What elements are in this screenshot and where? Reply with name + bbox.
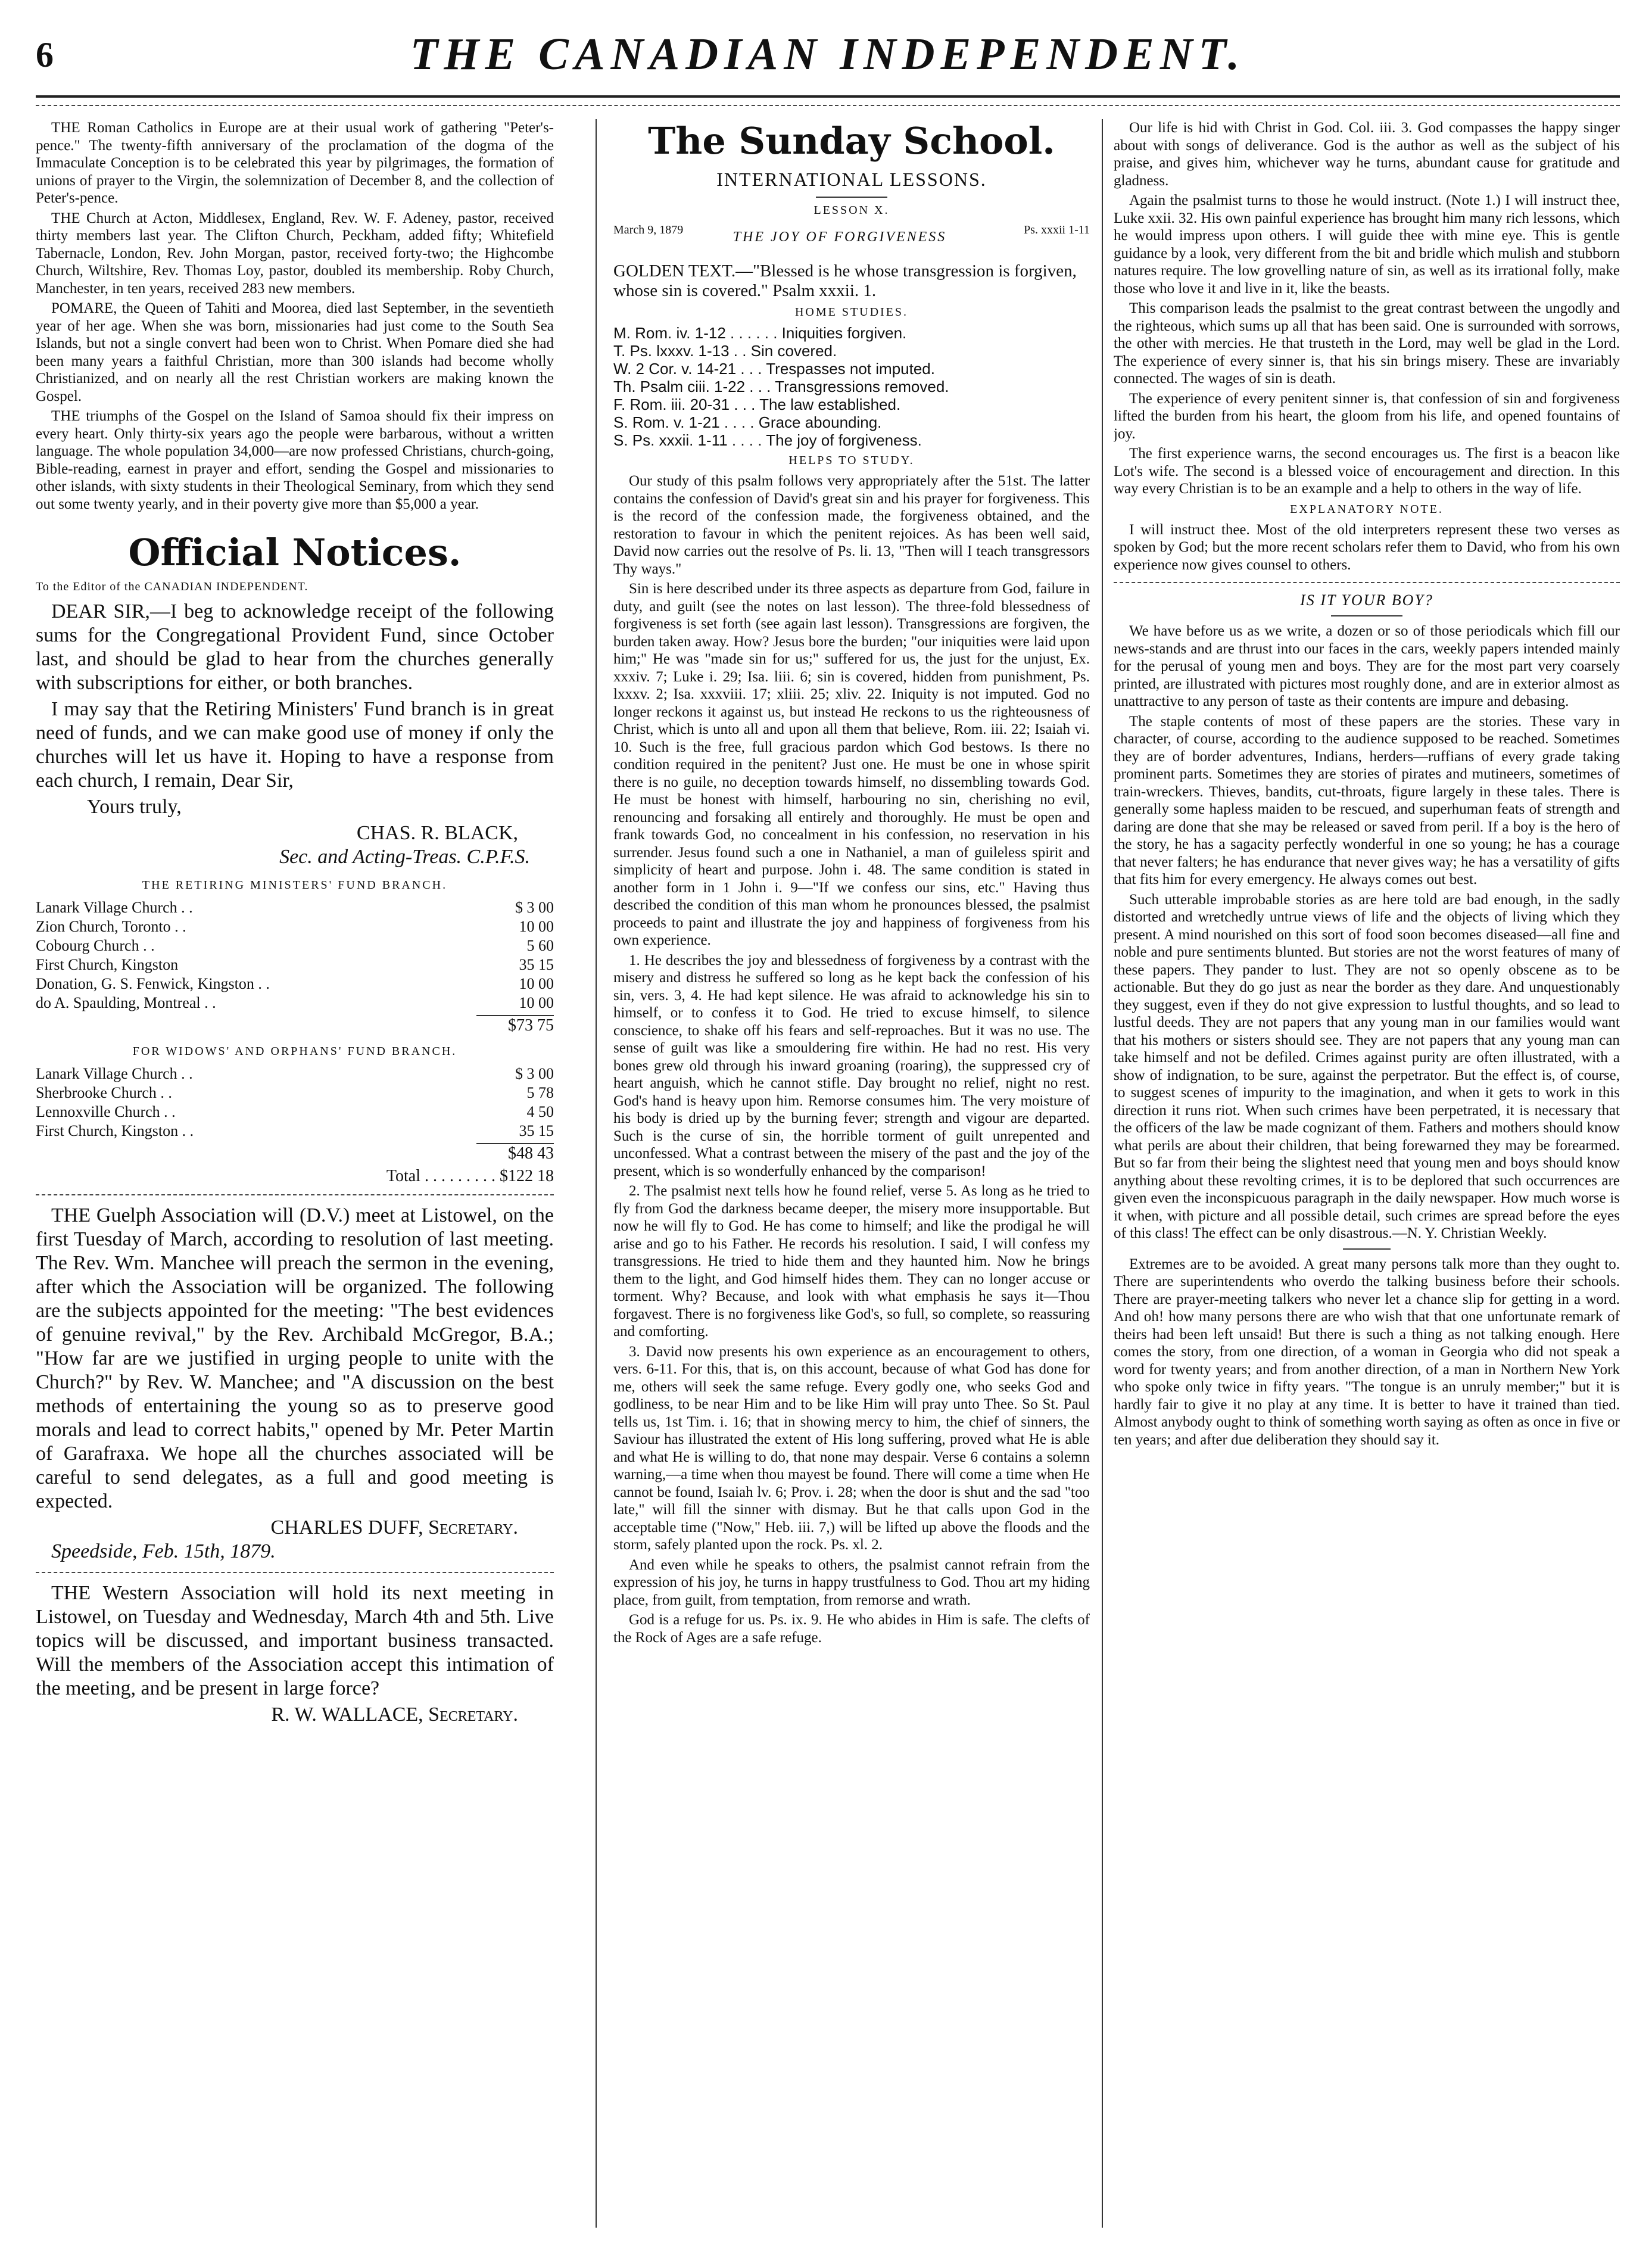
masthead: THE CANADIAN INDEPENDENT. — [410, 29, 1246, 79]
divider — [1114, 582, 1620, 583]
news-paragraph: POMARE, the Queen of Tahiti and Moorea, died last September, in the seventieth year of her age. When she was born, missionaries had just come to the South Sea Islands, but not a single convert had been won to Christ. When Pomare died she had been many years a faithful Christian, more than 300 islands had become wholly Christianized, and on nearly all the rest Christian workers are making known the Gospel. — [36, 300, 554, 404]
table-row — [36, 1083, 554, 1103]
list-item: Th. Psalm ciii. 1-22 . . . Transgressions removed. — [613, 378, 949, 395]
article-paragraph: The staple contents of most of these papers are the stories. These vary in character, of course, according to the audience supposed to be reached. Sometimes they are of border adventures, Indians, herders—ruffians of every grade taking prominent parts. Sometimes they are stories of pirates and mutineers, sometimes of train-wreckers. Thieves, bandits, cut-throats, figure largely in these tales. There is generally some hapless maiden to be rescued, and superhuman feats of strength and daring are done that she may be released or saved from peril. If a boy is the hero of the story, he has a sagacity perfectly wonderful in one so young; he has a courage that never falters; he has endurance that never gives way; he has a versatility of gifts that fits him for every emergency. He always comes out best. — [1114, 713, 1620, 887]
helps-paragraph: Sin is here described under its three aspects as departure from God, failure in duty, and guilt (see the notes on last lesson). The three-fold blessedness of forgiveness is set forth (see again last lesson). Transgressions are forgiven, the burden taken away. How? Jesus bore the burden; "our iniquities were laid upon him;" He was "made sin for us;" suffered for us, the just for the unjust, Ex. xxxiv. 7; Luke i. 29; Isa. liii. 6; sin is covered, hidden from punishment, Ps. lxxxv. 2; Isa. xxxviii. 17; xliii. 25; xliv. 22. Iniquity is not imputed. God no longer reckons it against us, but instead He reckons to us the righteousness of Christ, which is unto all and upon all them that believe, Rom. iii. 22; Isaiah vi. 10. Such is the free, full gracious pardon which God bestows. Is there no condition required in the penitent? Just one. He must be one in whose spirit there is no guile, no deception towards himself, no dissembling towards God. He must be honest with himself, harbouring no sin, cherishing no evil, renouncing and forsaking all entirely and thoroughly. He must be open and frank towards God, no concealment in his confession, no reservation in his surrender. Jesus found such a one in Nathaniel, a man of guileless spirit and simplicity of heart and purpose. John i. 48. The same condition is stated in another form in 1 John i. 9—"If we confess our sins, etc." Having thus described the condition of this man whom he pronounces blessed, the psalmist proceeds to paint and illustrate the joy and happiness of forgiveness from his own experience. — [613, 581, 1090, 948]
letter-closing: Yours truly, — [87, 796, 182, 818]
fund1-table — [36, 898, 554, 1013]
letter-signer: CHAS. R. BLACK, — [356, 822, 518, 844]
fund-amount: 10 00 — [519, 918, 554, 935]
page-number: 6 — [36, 35, 54, 74]
table-row — [36, 1064, 554, 1083]
fund1-subtotal: $73 75 — [476, 1015, 554, 1035]
header-rule-dashed — [36, 105, 1620, 106]
helps-paragraph: 3. David now presents his own experience as an encouragement to others, vers. 6-11. For this, that is, on this account, because of what God has done for me, others will seek the same refuge. Every godly one, who seeks God and godliness, to be near Him and to be like Him will pray unto Thee. So St. Paul tells us, 1st Tim. i. 16; that in showing mercy to him, the chief of sinners, the Saviour has illustrated the extent of His long suffering, proved what He is able and what He is willing to do, that none may despair. Verse 6 contains a solemn warning,—a time when thou mayest be found. There will come a time when He cannot be found, Isaiah lv. 6; Prov. i. 28; when the door is shut and the sad "too late," will fill the sinner with dismay. But he that calls upon God in the acceptable time ("Now," Heb. iii. 7,) will be lifted up above the floods and the storm, safely planted upon the rock. Ps. xl. 2. — [613, 1343, 1090, 1553]
guelph-notice — [36, 1204, 554, 1564]
article-paragraph: Extremes are to be avoided. A great many persons talk more than they ought to. There are superintendents who overdo the talking business before their schools. There are prayer-meeting talkers who never let a chance slip for getting in a word. And oh! how many persons there are who wish that that one unfortunate remark of theirs had been left unsaid! But there is such a thing as not talking enough. Here comes the story, from one direction, of a woman in Georgia who did not speak a word for twenty years; and from another direction, of a man in Northern New York who spoke only twice in fifty years. "The tongue is an unruly member;" but it is hardly fair to give it no play at any time. It is better to have it trained than tied. Almost anybody ought to think of something worth saying as often as once in five or ten years; and after due deliberation they should say it. — [1114, 1256, 1620, 1448]
helps-heading: HELPS TO STUDY. — [788, 454, 915, 467]
table-row — [36, 1122, 554, 1141]
short-rule — [1343, 1248, 1391, 1250]
page-header — [36, 24, 1620, 89]
list-item: T. Ps. lxxxv. 1-13 . . Sin covered. — [613, 342, 837, 360]
list-item: M. Rom. iv. 1-12 . . . . . . Iniquities forgiven. — [613, 324, 907, 342]
table-row — [36, 898, 554, 917]
western-signer: R. W. WALLACE, Secretary. — [271, 1703, 518, 1726]
golden-text: GOLDEN TEXT.—"Blessed is he whose transgression is forgiven, whose sin is covered." Psalm xxxii. 1. — [613, 261, 1077, 300]
fund-name: Lanark Village Church . . — [36, 899, 193, 916]
guelph-signer: CHARLES DUFF, Secretary. — [270, 1516, 518, 1539]
lesson-number: LESSON X. — [813, 204, 890, 217]
fund-name: Donation, G. S. Fenwick, Kingston . . — [36, 975, 270, 992]
western-paragraph: THE Western Association will hold its next meeting in Listowel, on Tuesday and Wednesday, March 4th and 5th. Live topics will be discussed, and important business transacted. Will the members of the Association accept this intimation of the meeting, and be present in large force? — [36, 1582, 554, 1699]
international-lessons: INTERNATIONAL LESSONS. — [716, 169, 987, 190]
article-paragraph: Such utterable improbable stories as are here told are bad enough, in the sadly distorted and wretchedly untrue views of life and the objects of living which they present. A mind nourished on this sort of food soon becomes diseased—all fine and noble and pure sentiments blunted. But stories are not the worst features of many of these papers. They pander to lust. They are not so openly obscene as to be actionable. But they do go just as near the border as they dare. And unquestionably they suggest, even if they do not give expression to lustful thoughts, and so lead to lustful deeds. They are not papers that any young man in our families would want that his mothers or sisters should see. They are not papers that any young man can take himself and not be defiled. Crimes against purity are often illustrated, with a show of indignation, to be sure, against the perpetrator. But the effect is, of course, to suggest scenes of impurity to the imagination, and when it gets to work in this direction it runs riot. When such crimes have been perpetrated, it is necessary that the officers of the law be made cognizant of them. Fathers and mothers should know what perils are about their children, that being forewarned they may be forearmed. But so far from their being the slightest need that young men and boys should know anything about these revolting crimes, it is to be deplored that such occurrences are given even the inconspicuous paragraph in the daily newspaper. How much worse is it when, with picture and all possible detail, such crimes are spread before the eyes of this class! The effect can be only disastrous.—N. Y. Christian Weekly. — [1114, 891, 1620, 1241]
helps-paragraph: 2. The psalmist next tells how he found relief, verse 5. As long as he tried to fly from God the darkness became deeper, the misery more insupportable. But now he will fly to God. He has come to himself; and like the prodigal he will arise and go to his Father. He records his resolution. I said, I will confess my transgressions. He tried to hide them and they haunted him. Now he brings them to the light, and God himself hides them. They can no longer accuse or torment. Why? Because, and look with what emphasis he says it—Thou forgavest. There is no forgiveness like God's, so full, so complete, so reassuring and comforting. — [613, 1183, 1090, 1340]
fund-amount: 35 15 — [519, 956, 554, 973]
home-studies-heading: HOME STUDIES. — [794, 306, 909, 319]
lesson-paragraph: The first experience warns, the second encourages us. The first is a beacon like Lot's wife. The second is a blessed voice of encouragement and direction. In this way every Christian is to be an example and a help to others in the way of life. — [1114, 446, 1620, 497]
list-item: S. Rom. v. 1-21 . . . . Grace abounding. — [613, 413, 882, 431]
fund-amount: 10 00 — [519, 994, 554, 1011]
addressee: To the Editor of the CANADIAN INDEPENDENT. — [36, 580, 308, 593]
table-row — [36, 917, 554, 936]
sunday-school-title: The Sunday School. — [648, 119, 1055, 163]
total-label: Total . . . . . . . . . — [386, 1167, 495, 1185]
list-item: F. Rom. iii. 20-31 . . . The law established. — [613, 395, 901, 413]
fund-name: First Church, Kingston . . — [36, 1122, 194, 1139]
fund-amount: $ 3 00 — [515, 1065, 554, 1082]
guelph-place: Speedside, Feb. 15th, 1879. — [51, 1540, 276, 1562]
fund-name: Sherbrooke Church . . — [36, 1084, 172, 1101]
list-item: S. Ps. xxxii. 1-11 . . . . The joy of forgiveness. — [613, 431, 922, 449]
helps-paragraph: 1. He describes the joy and blessedness of forgiveness by a contrast with the misery and distress he suffered so long as he kept back the confession of his sin, vers. 3, 4. He had kept silence. He was afraid to acknowledge his sin to himself, or to confess it to God. He tried to excuse himself, to silence conscience, to shake off his fears and self-reproaches. But it was no use. The sense of guilt was like a smouldering fire within. He had no rest. His very bones grew old through his inward groaning (roaring), the suppressed cry of heart anguish, which he cannot stifle. Day brought no relief, night no rest. God's hand is heavy upon him. Remorse consumes him. The very moisture of his body is dried up by the burning fever; strength and vigour are departed. Such is the curse of sin, the horrible torment of guilt unrepented and unconfessed. What a contrast between the misery of the past and the joy of the present, which is so wonderfully enhanced by the comparison! — [613, 952, 1090, 1179]
table-row — [36, 955, 554, 974]
article-paragraph: We have before us as we write, a dozen or so of those periodicals which fill our news-stands and are thrust into our faces in the cars, weekly papers intended mainly for the perusal of young men and boys. They are for the most part very coarsely printed, are illustrated with pictures most roughly done, and are in exterior almost as unattractive to any person of taste as their contents are impure and debasing. — [1114, 623, 1620, 709]
table-row — [36, 1103, 554, 1122]
letter-paragraph: I may say that the Retiring Ministers' Fund branch is in great need of funds, and we can make good use of money if only the churches will let us have it. Hoping to have a response from each church, I remain, Dear Sir, — [36, 698, 554, 792]
header-rule — [36, 95, 1620, 98]
news-paragraph: THE Church at Acton, Middlesex, England, Rev. W. F. Adeney, pastor, received thirty members last year. The Clifton Church, Peckham, added fifty; Whitefield Tabernacle, London, Rev. John Morgan, pastor, received forty-two; the Highcombe Church, Wiltshire, Rev. Thomas Loy, pastor, doubled its membership. Roby Church, Manchester, in ten years, received 283 new members. — [36, 210, 554, 297]
home-studies-list — [613, 324, 1090, 449]
table-row — [36, 936, 554, 955]
explanatory-note — [1114, 521, 1620, 574]
lesson-continued — [1114, 119, 1620, 498]
fund-amount: $ 3 00 — [515, 899, 554, 916]
letter-signer-title: Sec. and Acting-Treas. C.P.F.S. — [279, 846, 530, 868]
helps-paragraph: Our study of this psalm follows very appropriately after the 51st. The latter contains the confession of David's great sin and his prayer for forgiveness. This is the record of the confession made, the forgiveness obtained, and the restoration to favour in which the penitent rejoices. As has been well said, David now carries out the resolve of Ps. li. 13, "Then will I teach transgressors Thy ways." — [613, 473, 1090, 577]
lesson-paragraph: Again the psalmist turns to those he would instruct. (Note 1.) I will instruct thee, Luke xxii. 32. His own painful experience has brought him many rich lessons, which he would impress upon others. I will guide thee with mine eye. This is gentle guidance by a look, very different from the bit and bridle which mulish and stubborn natures require. The low grovelling nature of sin, as well as its irrational folly, make those who love it and live in it, like the beasts. — [1114, 192, 1620, 297]
fund-amount: 5 78 — [526, 1084, 554, 1101]
fund-amount: 5 60 — [526, 937, 554, 954]
fund2-table — [36, 1064, 554, 1141]
column-right — [1114, 119, 1620, 2240]
short-rule — [816, 197, 887, 198]
table-row — [36, 994, 554, 1013]
fund-amount: 4 50 — [526, 1103, 554, 1120]
letter-body — [36, 600, 554, 869]
explanatory-heading: EXPLANATORY NOTE. — [1290, 502, 1444, 516]
lesson-meta — [613, 223, 1090, 256]
boy-heading: IS IT YOUR BOY? — [1300, 591, 1433, 609]
short-rule — [1331, 615, 1402, 616]
news-items — [36, 119, 554, 513]
list-item: W. 2 Cor. v. 14-21 . . . Trespasses not imputed. — [613, 360, 935, 378]
helps-paragraph: God is a refuge for us. Ps. ix. 9. He who abides in Him is safe. The clefts of the Rock of Ages are a safe refuge. — [613, 1612, 1090, 1646]
lesson-date: March 9, 1879 — [613, 223, 684, 236]
guelph-paragraph: THE Guelph Association will (D.V.) meet at Listowel, on the first Tuesday of March, according to resolution of last meeting. The Rev. Wm. Manchee will preach the sermon in the evening, after which the Association will be organized. The following are the subjects appointed for the meeting: "The best evidences of genuine revival," by the Rev. Archibald McGregor, B.A.; "How far are we justified in urging people to unite with the Church?" by Rev. W. Manchee; and "A discussion on the best methods of entertaining the young so as to preserve good morals and lead to correct habits," opened by Mr. Peter Martin of Garafraxa. We hope all the churches associated will be careful to send delegates, as a full and good meeting is expected. — [36, 1204, 554, 1512]
fund-name: First Church, Kingston — [36, 956, 179, 973]
fund-name: Zion Church, Toronto . . — [36, 918, 186, 935]
fund1-heading: THE RETIRING MINISTERS' FUND BRANCH. — [142, 879, 448, 892]
explanatory-paragraph: I will instruct thee. Most of the old interpreters represent these two verses as spoken by God; but the more recent scholars refer them to David, who from his own experience now gives counsel to others. — [1114, 521, 1620, 573]
column-divider-1 — [596, 119, 597, 2228]
lesson-paragraph: Our life is hid with Christ in God. Col. iii. 3. God compasses the happy singer about with songs of deliverance. God is the author as well as the subject of his praise, and gives him, whichever way he turns, abundant cause for gratitude and gladness. — [1114, 120, 1620, 189]
grand-total: $122 18 — [500, 1167, 554, 1185]
fund-amount: 10 00 — [519, 975, 554, 992]
boy-article — [1114, 622, 1620, 1449]
lesson-title: THE JOY OF FORGIVENESS — [733, 229, 947, 245]
column-left — [36, 119, 554, 2240]
western-notice — [36, 1581, 554, 1727]
fund-name: Lennoxville Church . . — [36, 1103, 176, 1120]
fund2-subtotal: $48 43 — [476, 1143, 554, 1163]
lesson-reference: Ps. xxxii 1-11 — [1024, 223, 1090, 236]
divider — [36, 1194, 554, 1195]
fund-amount: 35 15 — [519, 1122, 554, 1139]
fund-name: do A. Spaulding, Montreal . . — [36, 994, 216, 1011]
fund-name: Cobourg Church . . — [36, 937, 155, 954]
lesson-paragraph: This comparison leads the psalmist to the great contrast between the ungodly and the righteous, which sums up all that has been said. One is surrounded with sorrows, the other with mercies. He that trusteth in the Lord, may well be glad in the Lord. The experience of every sinner is, that his sin brings misery. These are invariably connected. The wages of sin is death. — [1114, 300, 1620, 387]
fund-name: Lanark Village Church . . — [36, 1065, 193, 1082]
news-paragraph: THE Roman Catholics in Europe are at their usual work of gathering "Peter's-pence." The twenty-fifth anniversary of the proclamation of the dogma of the Immaculate Conception is to be celebrated this year by pilgrimages, the formation of unions of prayer to the Virgin, the solemnization of December 8, and the collection of Peter's-pence. — [36, 120, 554, 206]
grand-total-row — [36, 1167, 554, 1186]
fund2-heading: FOR WIDOWS' AND ORPHANS' FUND BRANCH. — [132, 1045, 457, 1058]
letter-paragraph: DEAR SIR,—I beg to acknowledge receipt of the following sums for the Congregational Provident Fund, since October last, and should be glad to hear from the churches generally with subscriptions for either, or both branches. — [36, 600, 554, 694]
divider — [36, 1572, 554, 1573]
helps-body — [613, 472, 1090, 1646]
news-paragraph: THE triumphs of the Gospel on the Island of Samoa should fix their impress on every heart. Only thirty-six years ago the people were barbarous, without a written language. The whole population 34,000—are now professed Christians, church-going, Bible-reading, earnest in prayer and effort, sending the Gospel and missionaries to other islands, with sixty students in their Theological Seminary, from which they send out some twenty yearly, and in their poverty give more than $5,000 a year. — [36, 408, 554, 512]
table-row — [36, 974, 554, 994]
column-divider-2 — [1102, 119, 1103, 2228]
official-notices-title: Official Notices. — [128, 531, 462, 574]
helps-paragraph: And even while he speaks to others, the psalmist cannot refrain from the expression of his joy, he turns in happy trustfulness to God. Thou art my hiding place, from guilt, from temptation, from remorse and wrath. — [613, 1556, 1090, 1608]
column-middle — [613, 119, 1090, 2240]
lesson-paragraph: The experience of every penitent sinner is, that confession of sin and forgiveness lifted the burden from his heart, the gloom from his life, and opened fountains of joy. — [1114, 390, 1620, 442]
